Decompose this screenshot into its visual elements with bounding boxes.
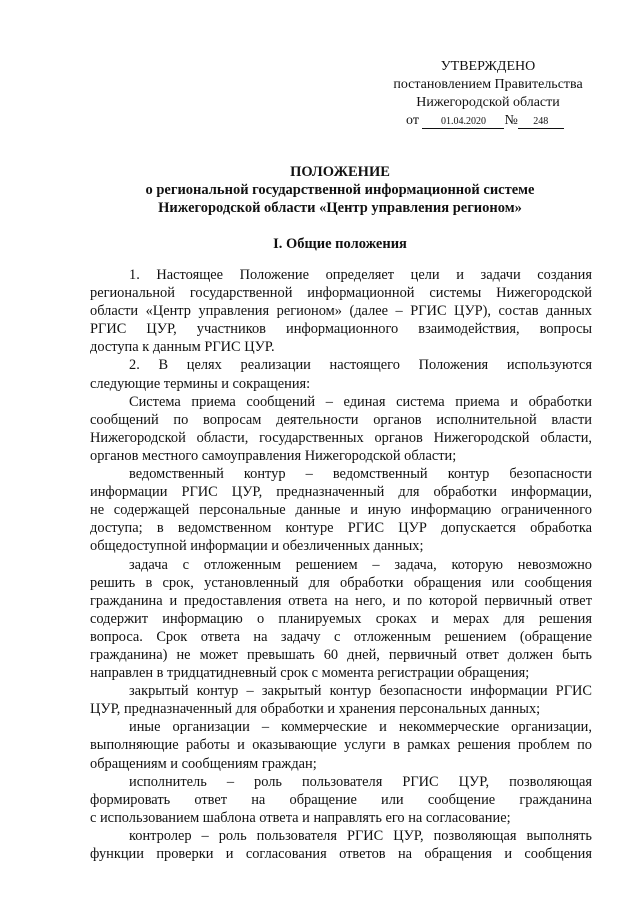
text-line: решить в срок, установленный для обработки обращения или сообщения (90, 574, 592, 591)
approval-date-line (406, 112, 588, 130)
text-line: содержит информацию о планируемых сроках и мерах для решения (90, 610, 592, 627)
document-title (90, 163, 590, 217)
text-line: области «Центр управления регионом» (далее – РГИС ЦУР), состав данных (90, 303, 592, 320)
text-line: 1. Настоящее Положение определяет цели и задачи создания (129, 267, 592, 283)
text-line: ведомственный контур – ведомственный контур безопасности (129, 466, 592, 483)
text-line: с использованием шаблона ответа и направлять его на согласование; (90, 809, 511, 826)
title-line-2: о региональной государственной информационной системе (145, 182, 535, 198)
text-line: доступа к данным РГИС ЦУР. (90, 339, 275, 356)
approval-number: 248 (518, 115, 564, 129)
text-line: РГИС ЦУР, участников информационного взаимодействия, вопросы (90, 321, 592, 338)
title-line-1: ПОЛОЖЕНИЕ (290, 164, 390, 180)
text-line: не содержащей персональные данные и иную информацию ограниченного (90, 502, 592, 519)
text-line: обращениям и сообщениям граждан; (90, 755, 317, 772)
text-line: выполняющие работы и оказывающие услуги в рамках решения проблем по (90, 737, 592, 754)
text-line: функции проверки и согласования ответов на обращения и сообщения (90, 846, 592, 862)
text-line: формировать ответ на обращение или сообщение гражданина (90, 791, 592, 808)
title-line-3: Нижегородской области «Центр управления регионом» (158, 200, 522, 216)
text-line: ЦУР, предназначенный для обработки и хранения персональных данных; (90, 701, 541, 718)
text-line: следующие термины и сокращения: (90, 375, 311, 392)
text-line: органов местного самоуправления Нижегородской области; (90, 447, 457, 464)
text-line: доступа; в ведомственном контуре РГИС ЦУР допускается обработка (90, 520, 592, 537)
body-text (90, 266, 592, 863)
text-line: Нижегородской области, государственных органов Нижегородской области, (90, 429, 592, 446)
text-line: иные организации – коммерческие и некоммерческие организации, (129, 719, 592, 736)
number-label: № (504, 113, 518, 128)
approval-date: 01.04.2020 (422, 115, 504, 129)
section-heading: I. Общие положения (273, 236, 407, 252)
text-line: направлен в тридцатидневный срок с момента регистрации обращения; (90, 665, 530, 682)
text-line: исполнитель – роль пользователя РГИС ЦУР, позволяющая (129, 773, 592, 790)
text-line: контролер – роль пользователя РГИС ЦУР, позволяющая выполнять (129, 827, 592, 844)
from-label: от (406, 113, 419, 128)
approval-issuer: постановлением Правительства (393, 77, 583, 92)
text-line: гражданина и предоставления ответа на него, и по которой первичный ответ (90, 592, 592, 609)
text-line: сообщений по вопросам деятельности органов исполнительной власти (90, 411, 592, 428)
approval-heading: УТВЕРЖДЕНО (440, 59, 536, 74)
text-line: задача с отложенным решением – задача, которую невозможно (129, 556, 592, 573)
text-line: закрытый контур – закрытый контур безопасности информации РГИС (129, 683, 592, 700)
approval-region: Нижегородской области (416, 95, 560, 110)
text-line: общедоступной информации и обезличенных данных; (90, 538, 424, 555)
text-line: гражданина) не может превышать 60 дней, первичный ответ должен быть (90, 646, 592, 663)
text-line: 2. В целях реализации настоящего Положения используются (129, 357, 592, 374)
text-line: региональной государственной информационной системы Нижегородской (90, 285, 592, 302)
approval-stamp (388, 58, 588, 130)
text-line: вопроса. Срок ответа на задачу с отложенным решением (обращение (90, 628, 592, 645)
text-line: Система приема сообщений – единая система приема и обработки (129, 393, 592, 410)
text-line: информации РГИС ЦУР, предназначенный для обработки информации, (90, 484, 592, 501)
